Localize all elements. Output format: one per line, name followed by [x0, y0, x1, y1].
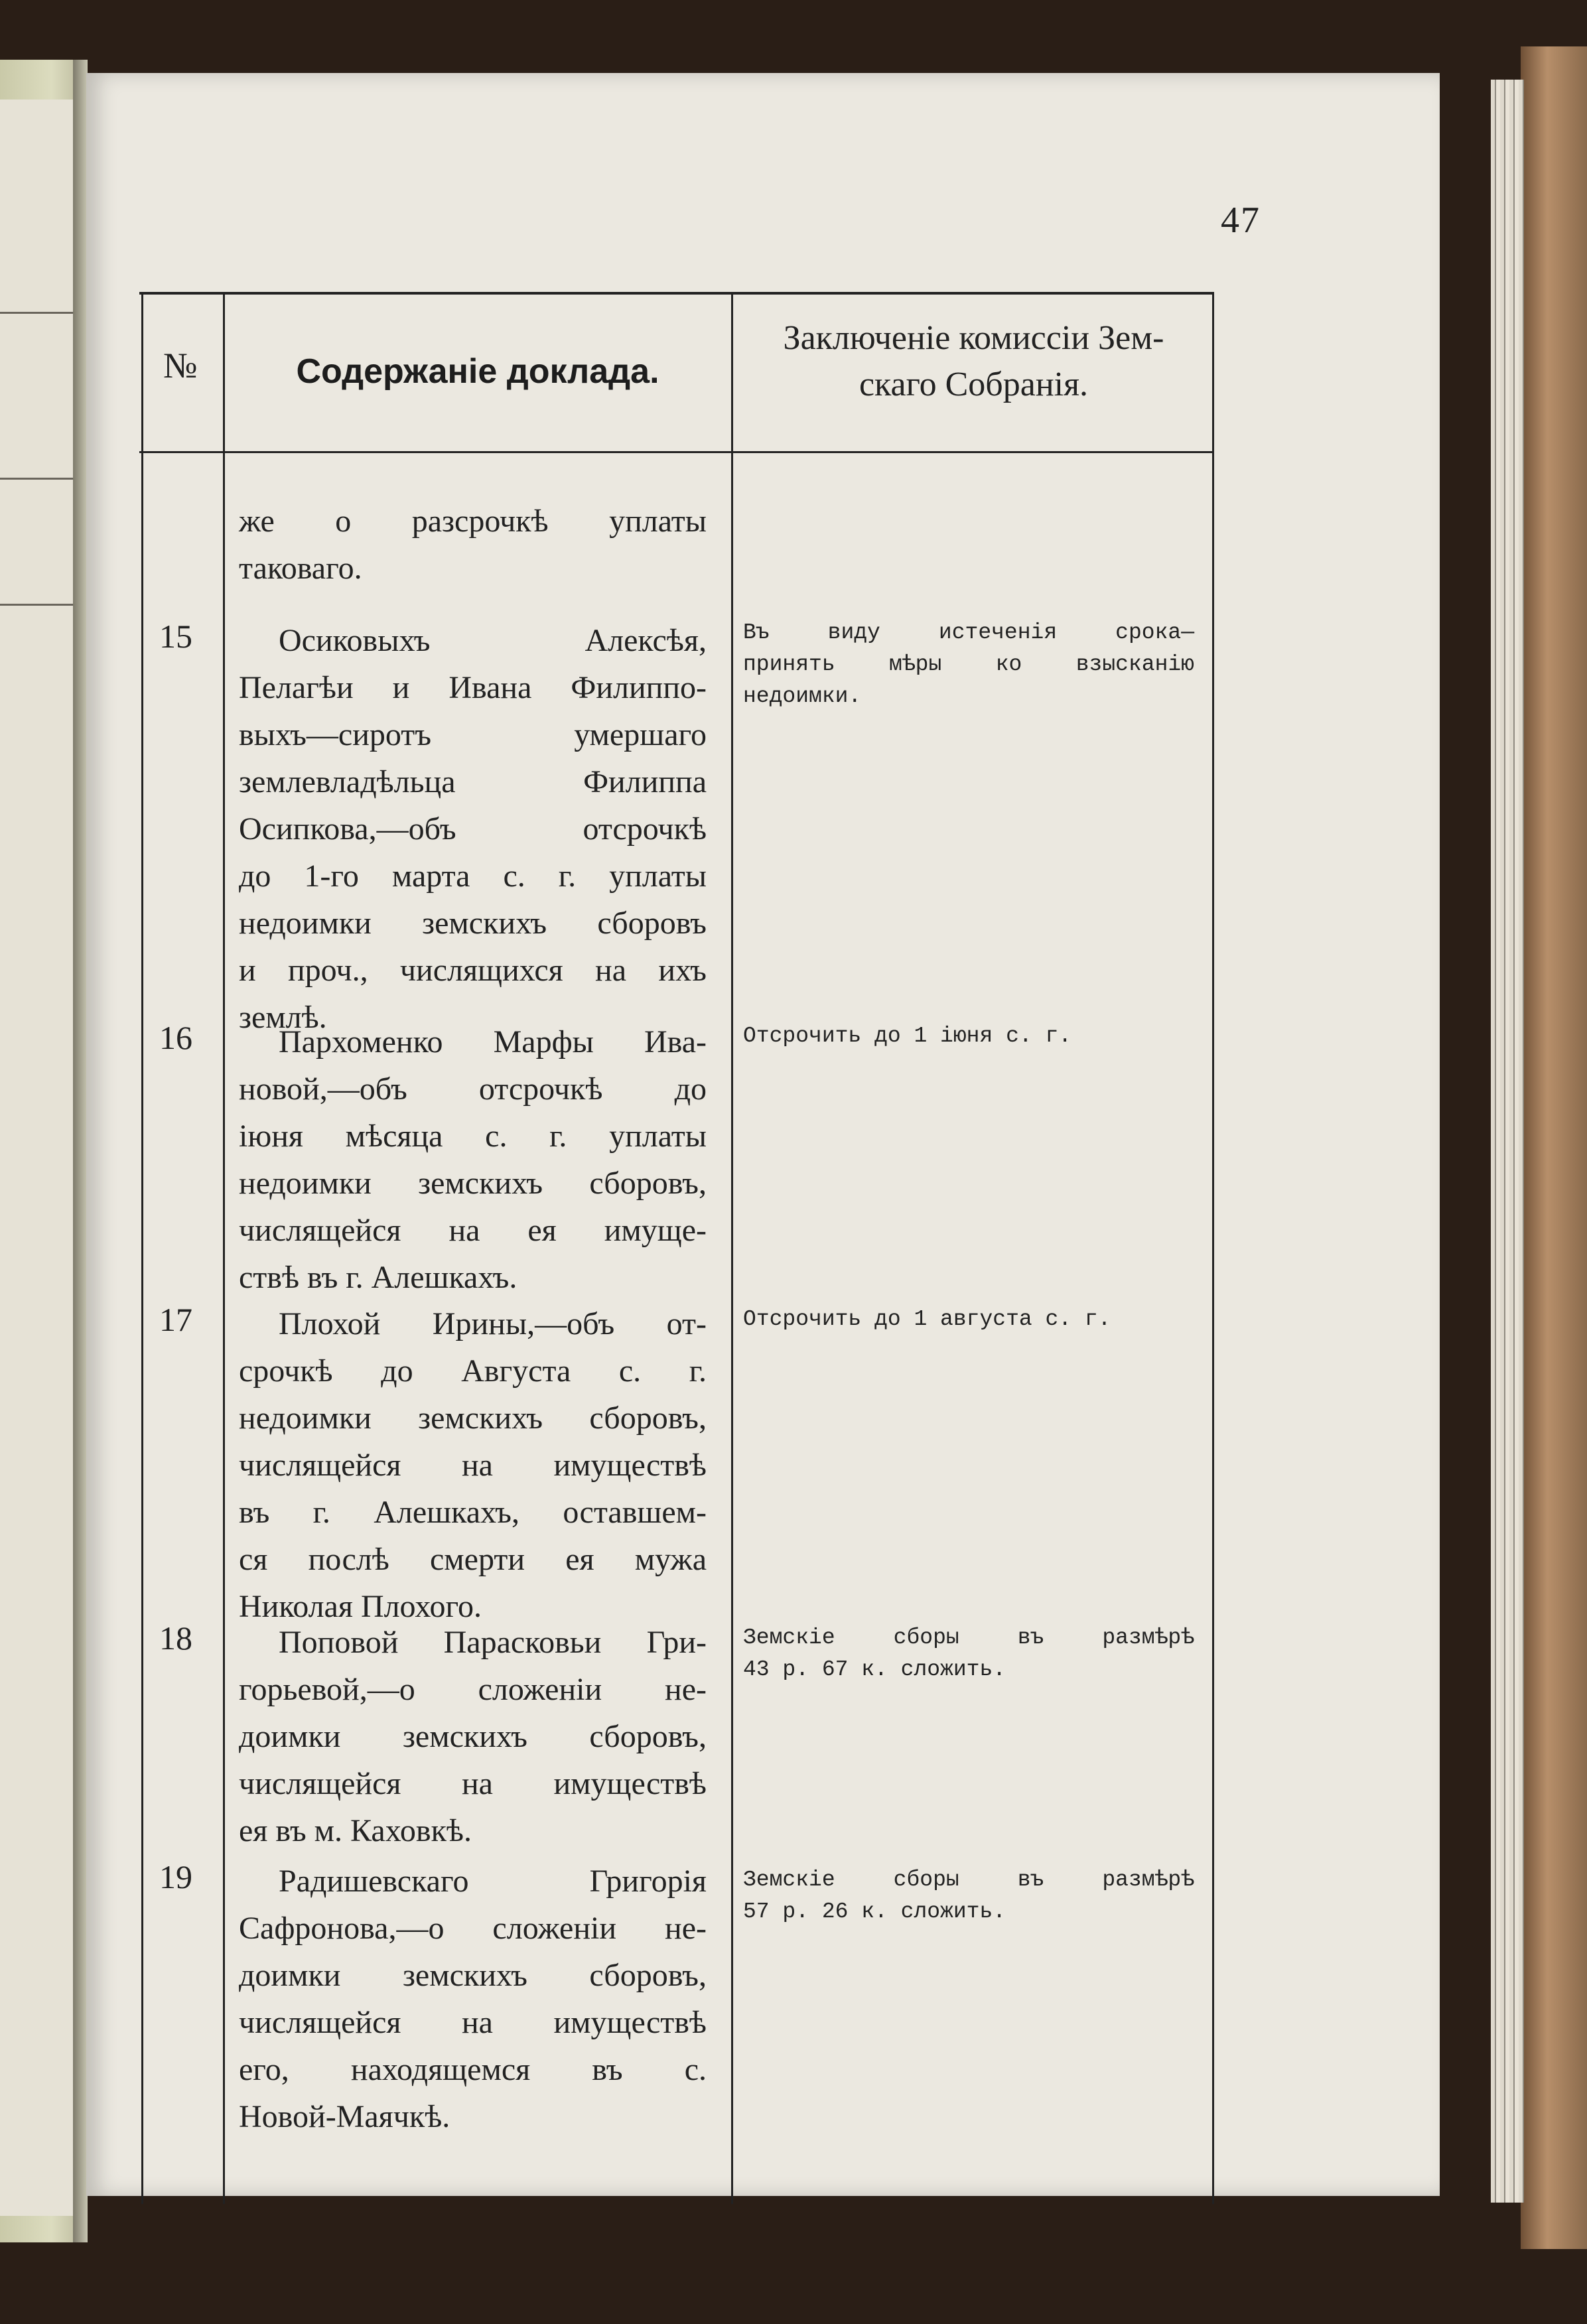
text-line: принять мѣры ко взысканію — [743, 652, 1194, 677]
row-conclusion — [743, 1020, 1194, 1052]
row-number: 19 — [159, 1858, 192, 1895]
row-content — [239, 1619, 707, 1854]
text-line: числящейся на имуществѣ — [239, 1766, 707, 1801]
row-conclusion — [743, 1864, 1194, 1928]
row-number: 15 — [159, 618, 192, 655]
continuation-text — [239, 498, 707, 592]
text-line: же о разсрочкѣ уплаты — [239, 504, 707, 539]
table-right-rule — [1212, 293, 1214, 2204]
header-conclusion-line: скаго Собранія. — [859, 366, 1089, 403]
text-line: недоимки земскихъ сборовъ, — [239, 1401, 707, 1436]
column-rule-1 — [223, 293, 225, 2204]
row-conclusion — [743, 1622, 1194, 1686]
header-number: № — [163, 346, 198, 385]
text-line: Земскіе сборы въ размѣрѣ — [743, 1868, 1194, 1892]
text-line: Отсрочить до 1 іюня с. г. — [743, 1024, 1072, 1048]
table-left-rule — [141, 293, 143, 2204]
page-number: 47 — [1221, 200, 1261, 241]
text-line: ея въ м. Каховкѣ. — [239, 1813, 472, 1848]
text-line: ствѣ въ г. Алешкахъ. — [239, 1260, 518, 1295]
header-conclusion-line: Заключеніе комиссіи Зем- — [783, 319, 1164, 357]
text-line: новой,—объ отсрочкѣ до — [239, 1071, 707, 1107]
book-cover-right — [1521, 46, 1587, 2249]
text-line: недоимки. — [743, 684, 862, 709]
table-top-rule — [139, 292, 1214, 295]
text-line: доимки земскихъ сборовъ, — [239, 1719, 707, 1754]
text-line: числящейся на имуществѣ — [239, 2005, 707, 2040]
text-line: недоимки земскихъ сборовъ, — [239, 1166, 707, 1201]
text-line: выхъ—сиротъ умершаго — [239, 717, 707, 752]
header-conclusion — [736, 315, 1211, 408]
text-line: 57 р. 26 к. сложить. — [743, 1899, 1006, 1924]
row-number: 17 — [159, 1301, 192, 1338]
text-line: 43 р. 67 к. сложить. — [743, 1657, 1006, 1682]
document-page — [86, 73, 1440, 2196]
text-line: ся послѣ смерти ея мужа — [239, 1542, 707, 1577]
book-spine — [73, 60, 88, 2242]
row-number: 18 — [159, 1619, 192, 1657]
text-line: Николая Плохого. — [239, 1589, 482, 1624]
text-line: Осиковыхъ Алексѣя, — [279, 623, 707, 658]
text-line: Новой-Маячкѣ. — [239, 2099, 450, 2134]
text-line: числящейся на имуществѣ — [239, 1448, 707, 1483]
text-line: Пархоменко Марфы Ива- — [279, 1024, 707, 1059]
text-line: доимки земскихъ сборовъ, — [239, 1958, 707, 1993]
previous-page-edge — [0, 100, 75, 2216]
text-line: Поповой Парасковьи Гри- — [279, 1625, 707, 1660]
text-line: землѣ. — [239, 1000, 327, 1035]
text-line: таковаго. — [239, 551, 362, 586]
text-line: недоимки земскихъ сборовъ — [239, 906, 707, 941]
text-line: и проч., числящихся на ихъ — [239, 953, 707, 988]
row-number: 16 — [159, 1019, 192, 1056]
row-content — [239, 1300, 707, 1630]
text-line: Радишевскаго Григорія — [279, 1864, 707, 1899]
text-line: въ г. Алешкахъ, оставшем- — [239, 1495, 707, 1530]
row-content — [239, 617, 707, 1041]
text-line: его, находящемся въ с. — [239, 2052, 707, 2087]
text-line: Пелагѣи и Ивана Филиппо- — [239, 670, 707, 705]
page-stack-edge — [1491, 80, 1524, 2203]
text-line: Сафронова,—о сложеніи не- — [239, 1911, 707, 1946]
row-content — [239, 1018, 707, 1301]
text-line: Осипкова,—объ отсрочкѣ — [239, 811, 707, 847]
row-content — [239, 1858, 707, 2140]
text-line: Въ виду истеченія срока— — [743, 620, 1194, 645]
header-content: Содержаніе доклада. — [296, 352, 659, 391]
header-bottom-rule — [139, 451, 1214, 453]
text-line: землевладѣльца Филиппа — [239, 764, 707, 799]
text-line: до 1-го марта с. г. уплаты — [239, 858, 707, 894]
column-rule-2 — [731, 293, 733, 2204]
text-line: Земскіе сборы въ размѣрѣ — [743, 1625, 1194, 1650]
text-line: горьевой,—о сложеніи не- — [239, 1672, 707, 1707]
row-conclusion — [743, 1304, 1194, 1335]
text-line: іюня мѣсяца с. г. уплаты — [239, 1119, 707, 1154]
text-line: срочкѣ до Августа с. г. — [239, 1353, 707, 1389]
text-line: Отсрочить до 1 августа с. г. — [743, 1307, 1111, 1332]
text-line: числящейся на ея имуще- — [239, 1213, 707, 1248]
text-line: Плохой Ирины,—объ от- — [279, 1306, 707, 1341]
row-conclusion — [743, 617, 1194, 713]
